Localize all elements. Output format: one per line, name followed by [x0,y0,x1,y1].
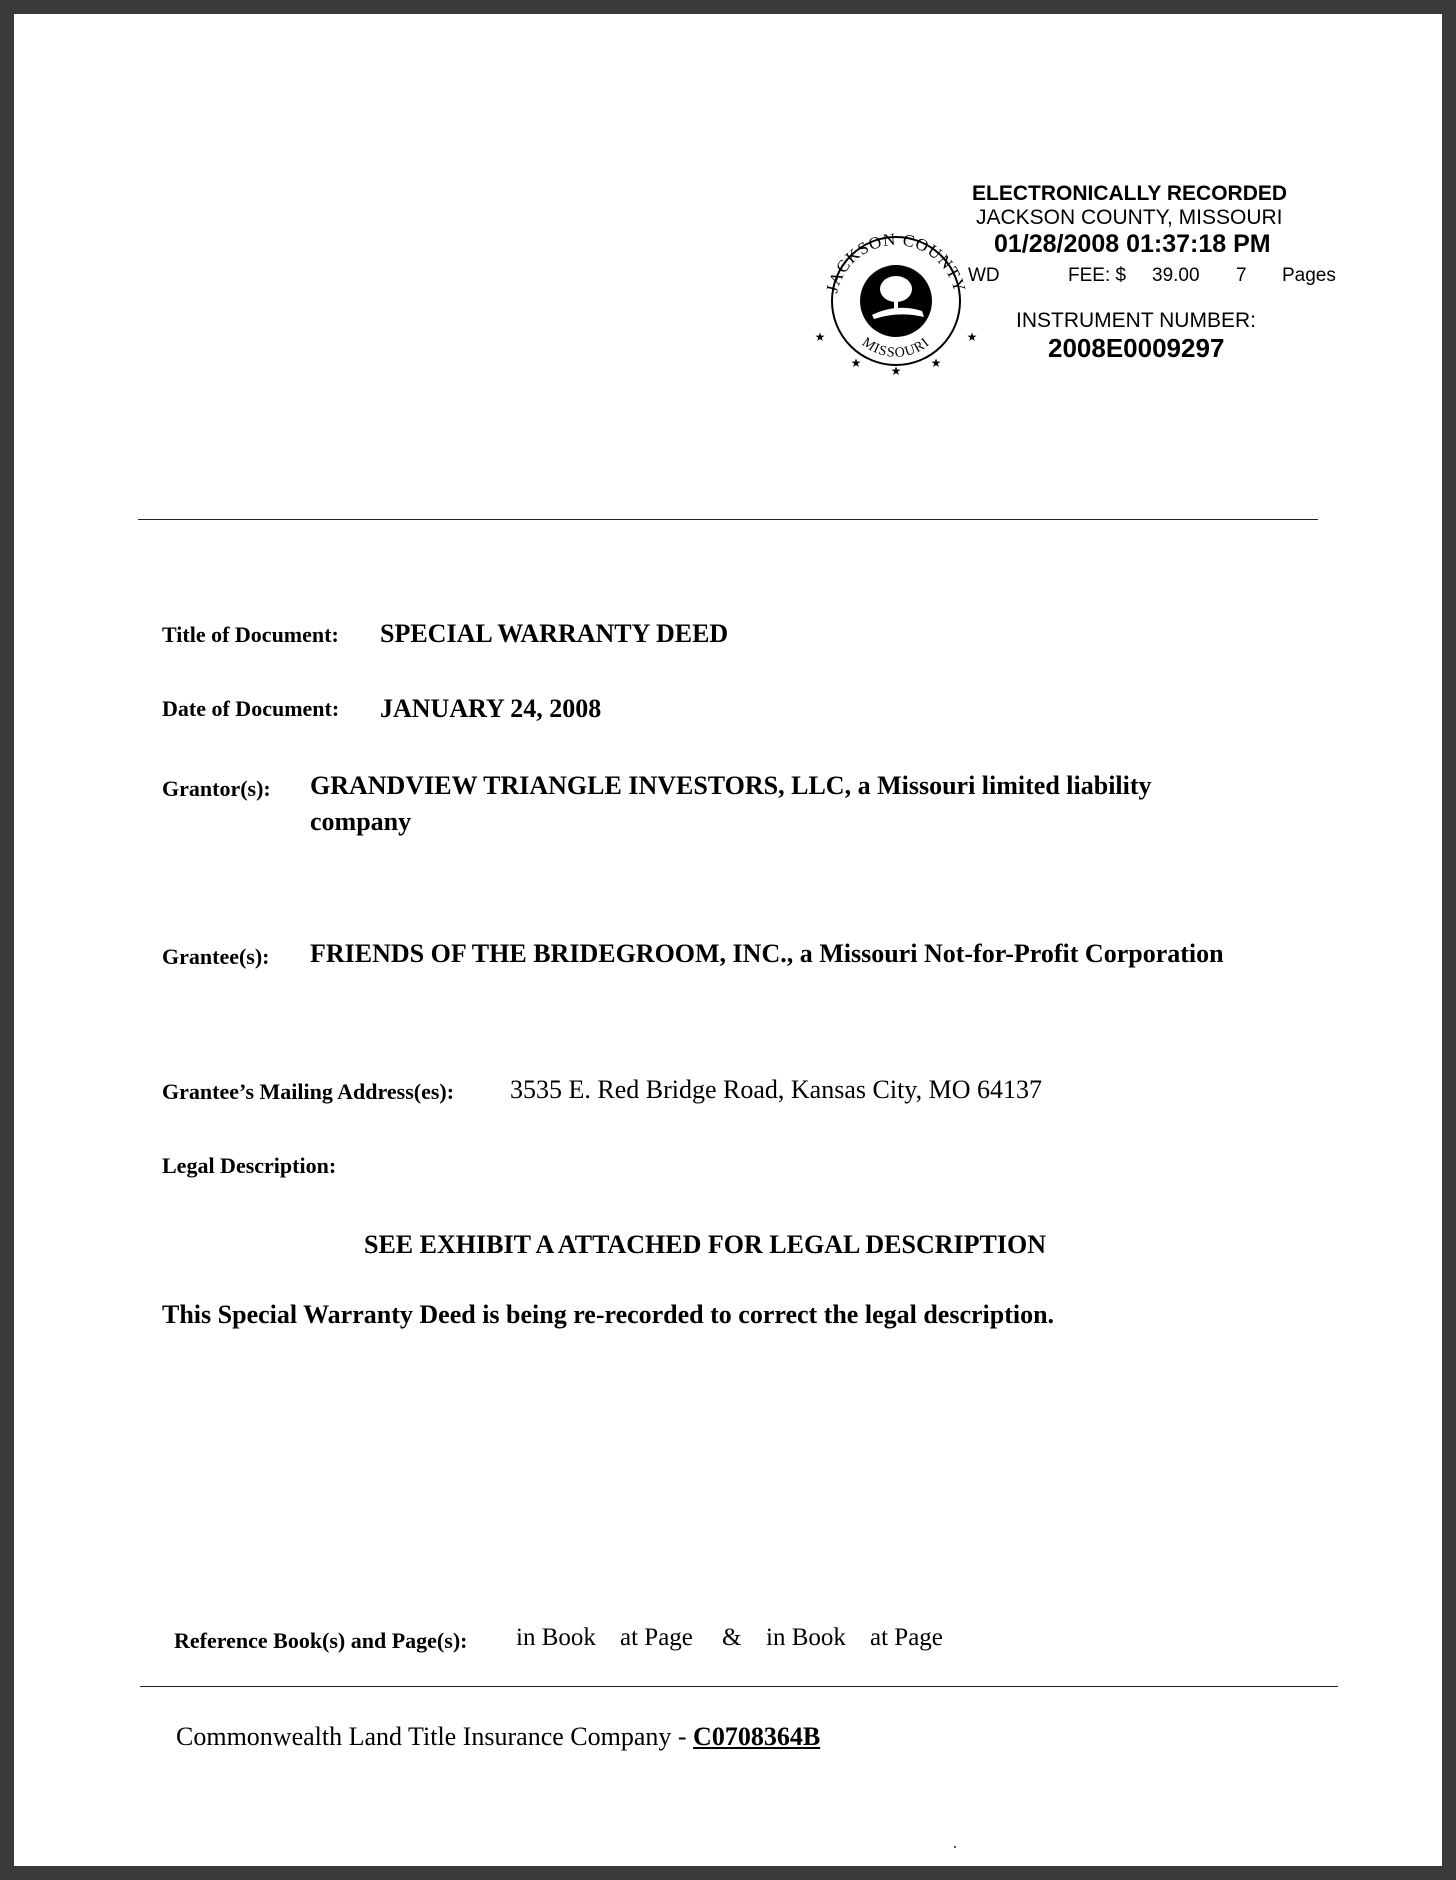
reference-page-1: at Page [620,1624,693,1651]
svg-text:★: ★ [966,330,978,344]
svg-text:★: ★ [814,330,826,344]
svg-text:MISSOURI: MISSOURI [859,334,933,362]
footer-company [176,1722,820,1752]
bottom-divider [140,1686,1338,1687]
reference-book-2: in Book [766,1624,846,1651]
title-label: Title of Document: [162,622,339,647]
stamp-instrument-label: INSTRUMENT NUMBER: [1016,309,1256,332]
footer-company-name: Commonwealth Land Title Insurance Company - [176,1722,694,1751]
stamp-instrument-number: 2008E0009297 [1048,333,1225,363]
stamp-fee-label: FEE: $ [1068,265,1127,286]
svg-text:★: ★ [930,356,942,370]
exhibit-notice: SEE EXHIBIT A ATTACHED FOR LEGAL DESCRIPTION [364,1230,1046,1259]
grantee-value: FRIENDS OF THE BRIDEGROOM, INC., a Missouri Not-for-Profit Corporation [310,939,1224,968]
grantor-label: Grantor(s): [162,776,271,801]
title-value: SPECIAL WARRANTY DEED [380,619,729,648]
grantor-line1: GRANDVIEW TRIANGLE INVESTORS, LLC, a Missouri limited liability [310,771,1152,800]
reference-book-1: in Book [516,1624,596,1651]
jackson-county-seal-logo [810,219,982,391]
mailing-address-value: 3535 E. Red Bridge Road, Kansas City, MO 64137 [510,1075,1042,1104]
stamp-doc-type: WD [968,265,1000,286]
rerecord-notice: This Special Warranty Deed is being re-recorded to correct the legal description. [162,1300,1055,1329]
mailing-address-label: Grantee’s Mailing Address(es): [162,1079,455,1104]
grantee-label: Grantee(s): [162,944,270,969]
stamp-pages-label: Pages [1282,265,1336,286]
top-divider [138,519,1318,520]
reference-label: Reference Book(s) and Page(s): [174,1628,468,1653]
svg-text:JACKSON COUNTY: JACKSON COUNTY [822,229,970,295]
svg-text:★: ★ [850,356,862,370]
document-page [14,14,1442,1866]
reference-ampersand: & [722,1624,742,1651]
stamp-pages-count: 7 [1236,265,1247,286]
stamp-county: JACKSON COUNTY, MISSOURI [976,206,1283,229]
stamp-fee-amount: 39.00 [1152,265,1200,286]
svg-text:★: ★ [890,364,902,378]
stamp-datetime: 01/28/2008 01:37:18 PM [994,230,1271,258]
date-value: JANUARY 24, 2008 [380,694,602,723]
legal-description-label: Legal Description: [162,1153,337,1178]
grantor-line2: company [310,807,412,836]
footer-file-number: C0708364B [693,1722,821,1751]
reference-page-2: at Page [870,1624,943,1651]
date-label: Date of Document: [162,696,340,721]
stray-dot [954,1846,956,1848]
stamp-recorded-heading: ELECTRONICALLY RECORDED [972,182,1288,205]
